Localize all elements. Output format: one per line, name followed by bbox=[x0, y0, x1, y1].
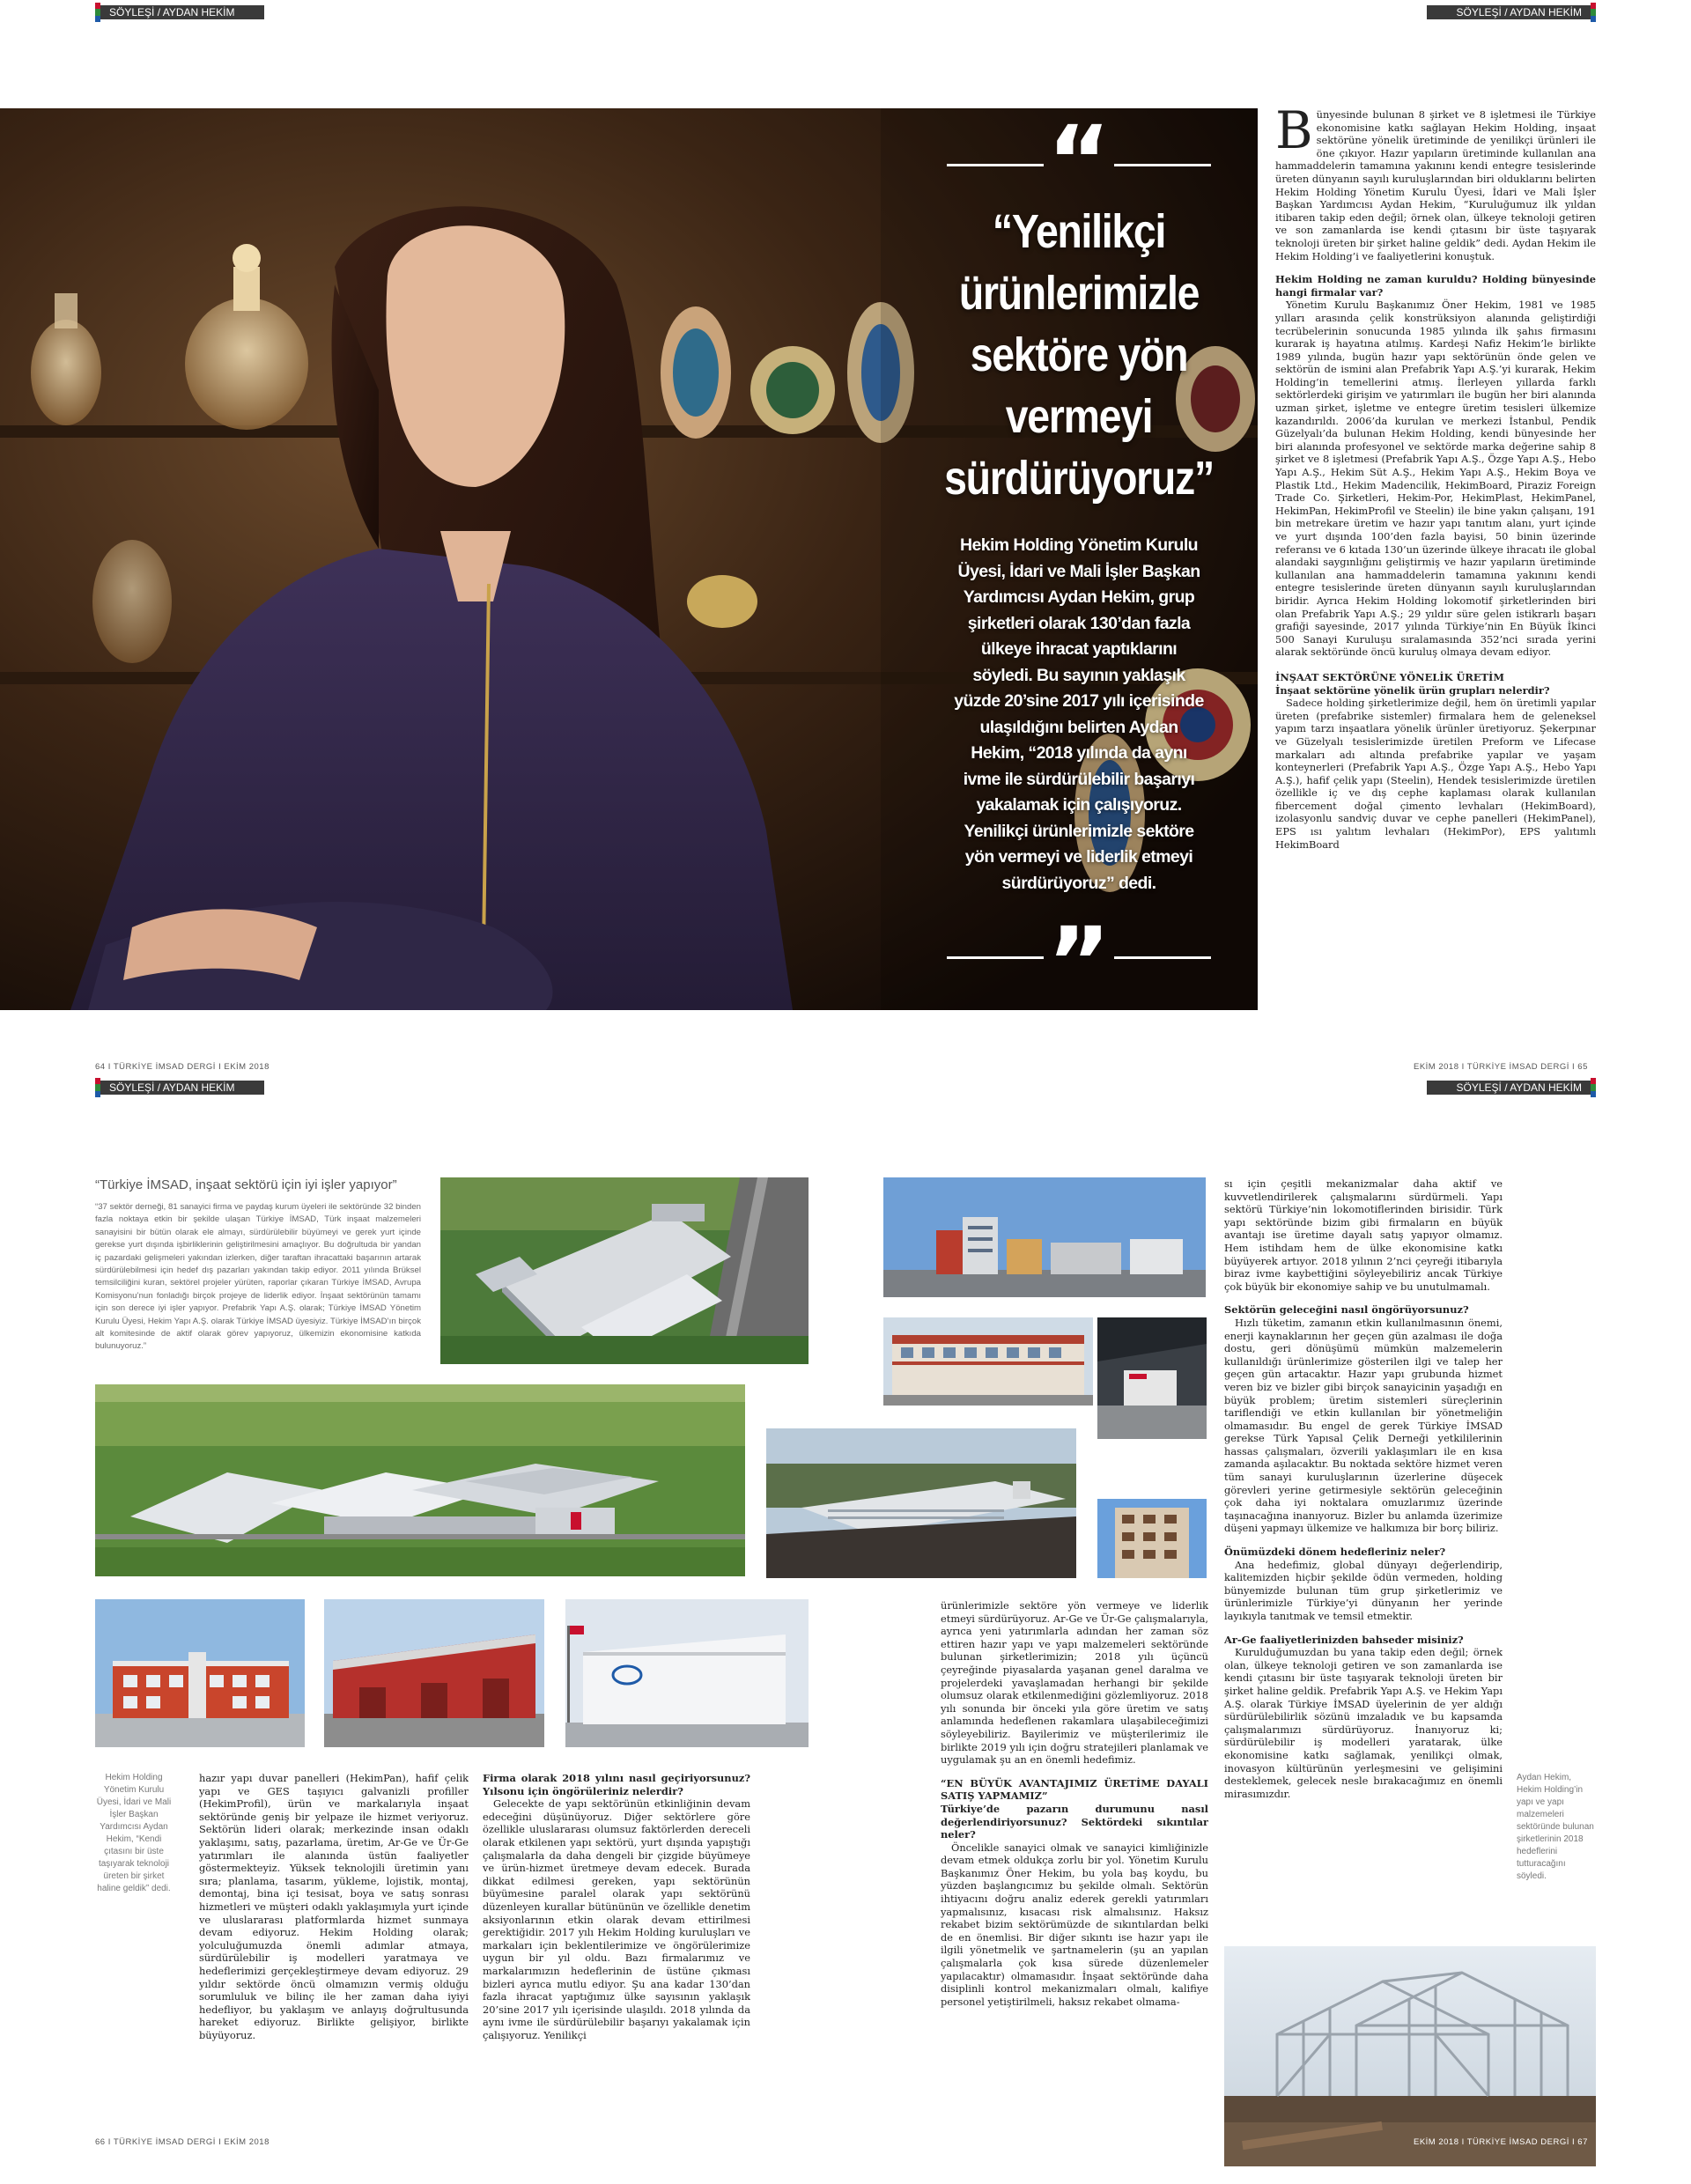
portrait-photo bbox=[0, 108, 1258, 1010]
answer-paragraph: Sadece holding şirketlerimize değil, hem ön üretimli yapılar üreten (prefabrike sistemler) firmalara hem de geleneksel yapım tarzı inşaatlara yönelik ürünler üretiyoruz. Şekerpınar ve Güzelyalı tesislerimizde üretilen Preform ve Lifecase markaları adı altında prefabrike yapılar ve yaşam konteynerleri (Prefabrik Yapı A.Ş., Özge Yapı A.Ş., Hebo Yapı A.Ş.), hafif çelik yapı (Steelin), Hendek tesislerimizde üretilen özellikle iç ve dış cephe kaplaması olarak kullanılan fibercement doğal çimento levhaları (HekimBoard), izolasyonlu sandviç duvar ve cephe panelleri (HekimPanel), EPS ısı yalıtım levhaları (HekimPor), EPS yalıtımlı HekimBoard bbox=[1275, 697, 1596, 851]
body-paragraph: sı için çeşitli mekanizmalar daha aktif ve kuvvetlendirilerek çalışmalarını sürdürmeli. Yapı sektörü Türkiye’nin lokomotiflerinden birisidir. Türk yapı sektöründe bizim gibi firmaların en büyük avantajı ise üretime dayalı satış yapıyor olmamız. Hem istihdam hem de ülke ekonomisine katkı büyüyerek artıyor. 2018 yılının 2’nci çeyreği itibarıyla biraz ivme kaybettiğini söyleyebiliriz ancak Türkiye çok büyük bir ekonomiye sahip ve bu unutulmamalı. bbox=[1224, 1177, 1503, 1293]
standfirst: Hekim Holding Yönetim Kurulu Üyesi, İdari ve Mali İşler Başkan Yardımcısı Aydan Hekim, grup şirketleri olarak 130’dan fazla ülkeye ihracat yaptıklarını söyledi. Bu sayının yaklaşık yüzde 20’sine 2017 yılı içerisinde ulaşıldığını belirten Aydan Hekim, “2018 yılında da aynı ivme ile sürdürülebilir başarıyı yakalamak için çalışıyoruz. Yenilikçi ürünlerimizle sektöre yön vermeyi ve liderlik etmeyi sürdürüyoruz” dedi. bbox=[954, 535, 1204, 893]
brand-flag-icon bbox=[1591, 1078, 1596, 1097]
steel-frame-construction-photo bbox=[1224, 1946, 1596, 2166]
apartment-building-photo bbox=[1097, 1499, 1207, 1578]
answer-paragraph: Kurulduğumuzdan bu yana takip eden değil; örnek olan, ülkeye teknoloji getiren ve son zamanlarda ise kendi çıtasını bir üste taşıyarak teknoloji üreten bir şirket haline geldik. Prefabrik Yapı A.Ş. ve Hekim Yapı A.Ş. olarak Türkiye İMSAD üyelerinin de yer aldığı sürdürülebilirlik sözünü imzaladık ve bu kapsamda çalışmalarımızı sürdürüyoruz. İnanıyoruz ki; sürdürülebilir iş modelleri yaratarak, ülke ekonomisine katkı sağlamak, yenilikçi olmak, inovasyon kültürünün yerleşmesini ve gelişimini desteklemek, gelecek nesle bırakacağımız en önemli mirasımızdır. bbox=[1224, 1646, 1503, 1800]
brand-flag-icon bbox=[1591, 3, 1596, 22]
question-heading: Türkiye’de pazarın durumunu nasıl değerlendiriyorsunuz? Sektördeki sıkıntılar neler? bbox=[941, 1802, 1208, 1841]
question-heading: Firma olarak 2018 yılını nasıl geçiriyorsunuz? Yılsonu için öngörüleriniz nelerdir? bbox=[483, 1772, 750, 1797]
page-footer: EKİM 2018 I TÜRKİYE İMSAD DERGİ I 67 bbox=[1414, 2137, 1588, 2147]
info-box-title: “Türkiye İMSAD, inşaat sektörü için iyi işler yapıyor” bbox=[95, 1177, 397, 1192]
info-box bbox=[95, 1177, 421, 1354]
pull-quote-headline: “Yenilikçi ürünlerimizle sektöre yön vermeyi sürdürüyoruz” bbox=[944, 205, 1214, 505]
section-heading: İNŞAAT SEKTÖRÜNE YÖNELİK ÜRETİM bbox=[1275, 670, 1504, 683]
page66-column-1 bbox=[199, 1772, 469, 2089]
section-tag: SÖYLEŞİ / AYDAN HEKİM bbox=[1427, 5, 1591, 19]
answer-paragraph: Yönetim Kurulu Başkanımız Öner Hekim, 1981 ve 1985 yılları arasında çelik konstrüksiyon alanında geliştirdiği tecrübelerinin sonucunda 1985 yılında ilk şahıs firmasını kurarak iş hayatına atılmış. Kardeşi Nafiz Hekim’le birlikte 1989 yılında, bugün hazır yapı sektörünün önde gelen ve sektörün de ismini alan Prefabrik Yapı A.Ş.’yi kurarak, Hekim Holding’in temellerini atmış. İlerleyen yıllarda farklı sektörlerdeki girişim ve yatırımları ile bugün her biri alanında uzman şirket, işletme ve entegre üretim tesisleri ülkemize kazandırıldı. 2006’da kurulan ve merkezi İstanbul, Pendik Güzelyalı’da bulunan Hekim Holding, kendi bünyesinde her biri alanında profesyonel ve sektörde marka değerine sahip 8 şirket ve 8 işletmesi (Prefabrik Yapı A.Ş., Özge Yapı A.Ş., Hebo Yapı A.Ş., Hekim Süt A.Ş., Hekim Yapı A.Ş., Hekim Boya ve Plastik Ltd., Hekim Madencilik, HekimBoard, Piraziz Foreign Trade Co. Şirketleri, Hekim-Por, HekimPlast, HekimPanel, HekimPan, HekimProfil ve Steelin) ile bine yakın çalışanı, 191 bin metrekare üretim ve hazır yapı tanıtım alanı, yurt içinde ve yurt dışında 100’den fazla bayisi, 50 binin üzerinde referansı ve 6 kıtada 130’un üzerinde ülkeye ihracatı ile global alandaki saygınlığını geliştirmiş ve hazır yapıların üretiminde kullanılan ana hammaddelerin tamamına yakınını kendi entegre tesislerinde üreten dünyanın sayılı kuruluşlarından biridir. Ayrıca Hekim Holding lokomotif şirketlerinden biri olan Prefabrik Yapı A.Ş.; 29 yıldır süre gelen istikrarlı başarı grafiği sayesinde, 2017 yılında Türkiye’nin En Büyük İkinci 500 Sanayi Kuruluşu sıralamasında 352’nci sırada yerini alarak sektöründe öncü kuruluş olmaya devam ediyor. bbox=[1275, 299, 1596, 659]
office-building-photo bbox=[95, 1599, 305, 1747]
page65-article-column bbox=[1275, 108, 1596, 1012]
info-box-text: “37 sektör derneği, 81 sanayici firma ve paydaş kurum üyeleri ile sektöründe 32 binden fazla noktaya etkin bir şekilde ulaşan Türkiye İMSAD, Türk inşaat malzemeleri sanayisini bir bütün olarak ele almayı, sürdürülebilir büyümeyi ve gerek yurt içinde gerekse yurt dışında işbirliklerinin geliştirilmesini amaçlıyor. Bu doğrultuda bir yandan iç pazardaki gelişmeleri yakından izlerken, diğer taraftan ihracattaki başarının artarak sürdürülebilmesi için hedef dış pazarları yakından takip ediyor. 2011 yılında Brüksel temsilciliğini kuran, sektörel projeler yürüten, raporlar çıkaran Türkiye İMSAD, Avrupa Komisyonu’nun fonladığı birçok projeye de liderlik ediyor. İnşaat sektörünün tamamı için son derece iyi işler yapıyor. Prefabrik Yapı A.Ş. olarak; Türkiye İMSAD Yönetim Kurulu Üyesi, Hekim Yapı A.Ş. olarak Türkiye İMSAD üyesiyiz. Türkiye İMSAD’ın birçok alt komitesinde de aktif olarak görev yapıyoruz, ülkemizin ekonomisine katkıda bulunuyoruz.” bbox=[95, 1202, 421, 1352]
section-tag: SÖYLEŞİ / AYDAN HEKİM bbox=[1427, 1081, 1591, 1095]
page-footer: EKİM 2018 I TÜRKİYE İMSAD DERGİ I 65 bbox=[1414, 1062, 1588, 1072]
page67-column-2 bbox=[1224, 1177, 1503, 1917]
answer-paragraph: Hızlı tüketim, zamanın etkin kullanılmasının önemi, enerji kaynaklarının her geçen gün azalması ile doğa dostu, geri dönüşümü mümkün malzemelerin kullanıldığı ürünlerimize gösterilen ilgi ve talep her geçen gün artacaktır. Hazır yapı grubunda hizmet veren biz ve bizler gibi birçok sanayicinin yaşadığı en büyük problem; üretim sistemleri süreçlerinin tariflendiği ve etkin kullanılan bir yönetmeliğin olmamasıdır. Bu engel de gerek Türkiye İMSAD gerekse Türk Yapısal Çelik Derneği yetkililerinin hassas çalışmaları, özverili yaklaşımları ile en kısa zamanda aşılacaktır. Bu noktada sektöre hizmet veren tüm sanayi kuruluşlarının üzerlerine düşecek görevleri yerine getirmesiyle sektörün geleceğinin çok daha iyi noktalara omuzlarımız üzerinde taşınacağına inanıyoruz. Bizler bu anlamda üzerimize düşeni yapmayı ülkemize ve halkımıza bir borç biliriz. bbox=[1224, 1316, 1503, 1535]
question-heading: Sektörün geleceğini nasıl öngörüyorsunuz? bbox=[1224, 1303, 1469, 1317]
factory-interior-photo bbox=[1097, 1317, 1207, 1439]
factory-aerial-photo-large bbox=[95, 1384, 745, 1576]
photo-caption: Aydan Hekim, Hekim Holding’in yapı ve yapı malzemeleri sektöründe bulunan şirketlerinin 2018 hedeflerini tutturacağını söyledi. bbox=[1517, 1773, 1594, 1881]
question-heading: Ar-Ge faaliyetlerinizden bahseder misiniz? bbox=[1224, 1633, 1464, 1646]
page66-column-2 bbox=[483, 1772, 750, 2089]
construction-site-photo bbox=[766, 1428, 1076, 1578]
section-tag: SÖYLEŞİ / AYDAN HEKİM bbox=[100, 1081, 264, 1095]
headquarters-photo bbox=[883, 1177, 1206, 1297]
answer-paragraph: Gelecekte de yapı sektörünün etkinliğinin devam edeceğini düşünüyoruz. Diğer sektörlere göre özellikle uluslararası olumsuz faktörlerden dereceli olarak etkilenen yapı sektörü, yurt dışında yapıştığı çalışmalarla da daha dengeli bir çizgide büyümeye ve ürün-hizmet üretmeye devam edecek. Burada dikkat edilmesi gereken, yapı sektörünün büyümesine paralel olarak yapı sektörünü düzenleyen kurallar bütününün ve özellikle denetim aksiyonlarının etkin olarak devam ettirilmesi gerektiğidir. 2017 yılı Hekim Holding kuruluşları ve markaları için beklentilerimize ve öngörülerimize uygun bir yıl oldu. Bazı firmalarımız ve markalarımızın hedeflerinin de üstüne çıkması bizleri ayrıca mutlu ediyor. Şu ana kadar 130’dan fazla ihracat yaptığımız ülke sayısının yaklaşık 20’sine 2017 yılı içerisinde ulaşıldı. 2018 yılında da aynı ivme ile sürdürülebilir başarıyı yakalamak için çalışıyoruz. Yenilikçi bbox=[483, 1797, 750, 2041]
body-paragraph: hazır yapı duvar panelleri (HekimPan), hafif çelik yapı ve GES taşıyıcı galvanizli profiller (HekimProfil), ürün ve markalarıyla inşaat sektöründe geniş bir yelpaze ile hizmet veriyoruz. Sektörün lideri olarak; merkezinde insan odaklı yaklaşımı, satış, pazarlama, üretim, Ar-Ge ve Ür-Ge yatırımları ile alanında üstün faaliyetler göstermekteyiz. Yüksek teknolojili üretimin yanı sıra; planlama, tasarım, yükleme, lojistik, montaj, demontaj, bina içi tesisat, boya ve satış sonrası hizmetleri ve müşteri odaklı yaklaşımıyla yurt içinde ve uluslararası platformlarda hizmet sunmaya devam ediyoruz. Hekim Holding olarak; yolculuğumuzda önemli adımlar atmaya, sürdürülebilir iş modelleri yaratmaya ve hedeflerimizi gerçekleştirmeye devam ediyoruz. 29 yıldır sektörde öncü olmamızın vermiş olduğu sorumluluk ve bilinç ile her zaman daha iyiyi hedefliyor, bu yaklaşım ve anlayış doğrultusunda hareket ediyoruz. Birlikte gelişiyor, birlikte büyüyoruz. bbox=[199, 1772, 469, 2041]
question-heading: İnşaat sektörüne yönelik ürün grupları nelerdir? bbox=[1275, 683, 1550, 697]
factory-building-photo bbox=[565, 1599, 809, 1747]
residential-block-photo bbox=[883, 1317, 1093, 1406]
intro-paragraph: ünyesinde bulunan 8 şirket ve 8 işletmesi ile Türkiye ekonomisine katkı sağlayan Hekim Holding, inşaat sektörüne yönelik üretiminde de yenilikçi ürünleri ile öne çıkıyor. Hazır yapıların üretiminde kullanılan ana hammaddelerin tamamına yakınını kendi entegre tesislerinde üreten dünyanın sayılı kuruluşlarından biri olduklarını belirten Hekim Holding Yönetim Kurulu Üyesi, İdari ve Mali İşler Başkan Yardımcısı Aydan Hekim, “Kuruluğumuz ilk yıldan itibaren takip eden değil; örnek olan, ülkeye teknoloji getiren ve son zamanlarda ise kendi çıtasını bir üste taşıyarak teknoloji üreten bir şirket haline geldik” dedi. Aydan Hekim ile Hekim Holding’i ve faaliyetlerini konuştuk. bbox=[1275, 108, 1596, 262]
body-paragraph: ürünlerimizle sektöre yön vermeye ve liderlik etmeyi sürdürüyoruz. Ar-Ge ve Ür-Ge çalışmalarıyla, ayrıca yeni yatırımlarla adından her zaman söz ettiren hazır yapı ve yapı malzemeleri sektöründe bulunan şirketlerimizin; 2018 yılı üçüncü çeyreğinde piyasalarda yaşanan genel daralma ve projelerdeki yavaşlamadan herhangi bir şekilde olumsuz olarak etkilenmediğini gözlemliyoruz. 2018 yılı sonunda bir önceki yıla göre üretim ve satış anlamında hedeflenen rakamlara ulaşabileceğimizi söyleyebiliriz. Bayilerimiz ve müşterilerimiz ile birlikte 2019 yılı için doğru stratejileri planlamak ve uygulamak şu an en önemli hedefimiz. bbox=[941, 1599, 1208, 1767]
close-quote-mark: ” bbox=[947, 941, 1211, 993]
open-quote-mark: “ bbox=[947, 139, 1211, 192]
answer-paragraph: Ana hedefimiz, global dünyayı değerlendirip, kalitemizden hiçbir şekilde ödün vermeden, holding bünyemizde bulunan tüm grup şirketlerimiz ve ürünlerimizle Türkiye’yi dünyanın her yerinde layıkıyla tanıtmak ve temsil etmektir. bbox=[1224, 1558, 1503, 1622]
section-tag: SÖYLEŞİ / AYDAN HEKİM bbox=[100, 5, 264, 19]
question-heading: Hekim Holding ne zaman kuruldu? Holding bünyesinde hangi firmalar var? bbox=[1275, 273, 1596, 299]
question-heading: Önümüzdeki dönem hedefleriniz neler? bbox=[1224, 1546, 1446, 1559]
answer-paragraph: Öncelikle sanayici olmak ve sanayici kimliğinizle devam etmek oldukça zorlu bir yol. Yönetim Kurulu Başkanımız Öner Hekim, bu yola baş koydu, bu yüzden başlangıcımız bu şekilde olmalı. Sektörün ihtiyacını doğru analiz ederek gerekli yatırımları yapmalısınız, kısacası risk almalısınız. Haksız rekabet bizim sektörümüzde de sıkıntılardan belki de en önemlisi. Bir diğer sıkıntı ise hazır yapı ile ilgili yönetmelik ve şartnamelerin (şu an yapılan çalışmalarla çok kısa sürede düzenlemeler yapılacaktır) olmamasıdır. İnşaat sektöründe daha disiplinli kontrol mekanizmaları olmalı, kalifiye personel yetiştirilmeli, haksız rekabet olmama- bbox=[941, 1841, 1208, 2008]
page67-column-1 bbox=[941, 1599, 1208, 2092]
page-footer: 64 I TÜRKİYE İMSAD DERGİ I EKİM 2018 bbox=[95, 1062, 270, 1072]
factory-aerial-photo bbox=[440, 1177, 809, 1364]
dropcap: B bbox=[1275, 108, 1313, 160]
page-footer: 66 I TÜRKİYE İMSAD DERGİ I EKİM 2018 bbox=[95, 2137, 270, 2147]
warehouse-photo bbox=[324, 1599, 544, 1747]
photo-caption: Hekim Holding Yönetim Kurulu Üyesi, İdari ve Mali İşler Başkan Yardımcısı Aydan Hekim, “Kendi çıtasını bir üste taşıyarak teknoloji üreten bir şirket haline geldik” dedi. bbox=[96, 1773, 172, 1893]
section-heading: “EN BÜYÜK AVANTAJIMIZ ÜRETİME DAYALI SATIŞ YAPMAMIZ” bbox=[941, 1776, 1208, 1803]
